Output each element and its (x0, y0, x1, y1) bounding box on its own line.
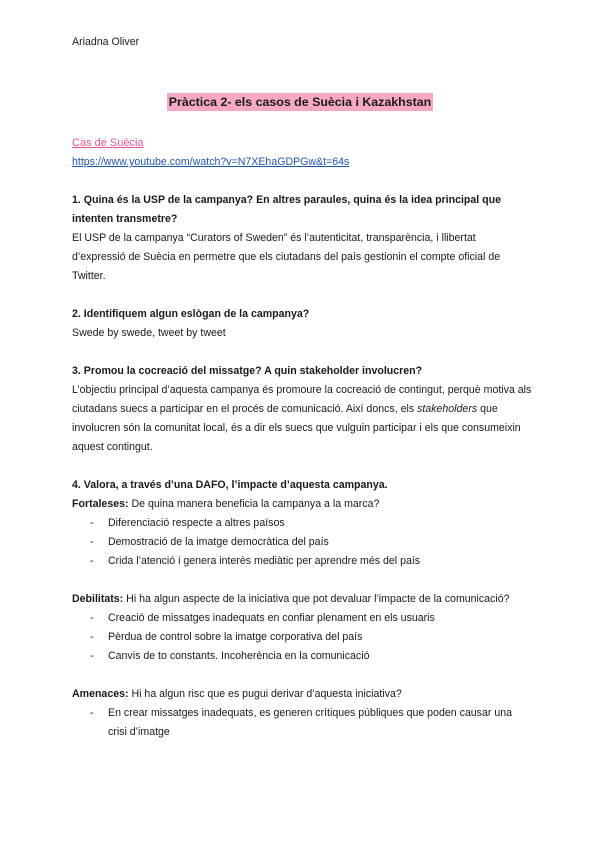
list-dash: - (90, 517, 94, 529)
list-dash: - (90, 707, 94, 719)
list-dash: - (90, 536, 94, 548)
question-3: 3. Promou la cocreació del missatge? A quin stakeholder involucren? (72, 365, 423, 377)
section-title: Cas de Suècia (72, 137, 144, 149)
answer-3 (72, 381, 532, 457)
fortaleses-text: De quina manera beneficia la campanya a la marca? (128, 498, 380, 510)
list-item (72, 609, 532, 628)
answer-3-emphasis: stakeholders (417, 403, 478, 415)
list-item (72, 704, 532, 742)
list-item-text: Creació de missatges inadequats en confiar plenament en els usuaris (108, 612, 435, 624)
question-4: 4. Valora, a través d’una DAFO, l’impacte d’aquesta campanya. (72, 479, 388, 491)
list-dash: - (90, 612, 94, 624)
list-item-text: En crear missatges inadequats, es generen crítiques públiques que poden causar una crisi d’imatge (108, 707, 513, 738)
debilitats-list (72, 609, 532, 666)
amenaces-heading (72, 685, 532, 704)
youtube-link[interactable]: https://www.youtube.com/watch?v=N7XEhaGDPGw&t=64s (72, 156, 350, 168)
author-name: Ariadna Oliver (72, 36, 140, 48)
answer-3-text-b: que involucren són la comunitat local, és a dir els suecs que vulguin participar i els que consumeixin aquest contingut. (72, 403, 521, 453)
debilitats-label: Debilitats: (72, 593, 124, 605)
document-body (72, 134, 532, 742)
amenaces-text: Hi ha algun risc que es pugui derivar d’aquesta iniciativa? (128, 688, 402, 700)
list-item-text: Diferenciació respecte a altres països (108, 517, 285, 529)
fortaleses-label: Fortaleses: (72, 498, 129, 510)
list-item (72, 552, 532, 571)
answer-1: El USP de la campanya “Curators of Sweden” és l’autenticitat, transparència, i llibertat d’expressió de Suècia en permetre que els ciutadans del país gestionin el compte oficial de Twitter. (72, 232, 501, 282)
list-dash: - (90, 650, 94, 662)
amenaces-label: Amenaces: (72, 688, 129, 700)
list-item-text: Crida l’atenció i genera interès mediàtic per aprendre més del país (108, 555, 421, 567)
answer-3-text-a: L’objectiu principal d’aquesta campanya és promoure la cocreació de contingut, perquè motiva als ciutadans suecs a participar en el procés de comunicació. Així doncs, els (72, 384, 532, 415)
debilitats-text: Hi ha algun aspecte de la iniciativa que pot devaluar l’impacte de la comunicació? (123, 593, 510, 605)
answer-2: Swede by swede, tweet by tweet (72, 327, 226, 339)
fortaleses-list (72, 514, 532, 571)
fortaleses-heading (72, 495, 532, 514)
list-item (72, 628, 532, 647)
list-item (72, 514, 532, 533)
title-container (0, 93, 600, 113)
list-item-text: Canvis de to constants. Incoherència en la comunicació (108, 650, 370, 662)
document-title: Pràctica 2- els casos de Suècia i Kazakhstan (168, 95, 432, 109)
list-dash: - (90, 555, 94, 567)
list-item (72, 647, 532, 666)
question-1: 1. Quina és la USP de la campanya? En altres paraules, quina és la idea principal que intenten transmetre? (72, 194, 502, 225)
amenaces-list (72, 704, 532, 742)
list-item (72, 533, 532, 552)
question-2: 2. Identifiquem algun eslògan de la campanya? (72, 308, 310, 320)
list-item-text: Pèrdua de control sobre la imatge corporativa del país (108, 631, 363, 643)
list-dash: - (90, 631, 94, 643)
debilitats-heading (72, 590, 532, 609)
list-item-text: Demostració de la imatge democràtica del país (108, 536, 329, 548)
